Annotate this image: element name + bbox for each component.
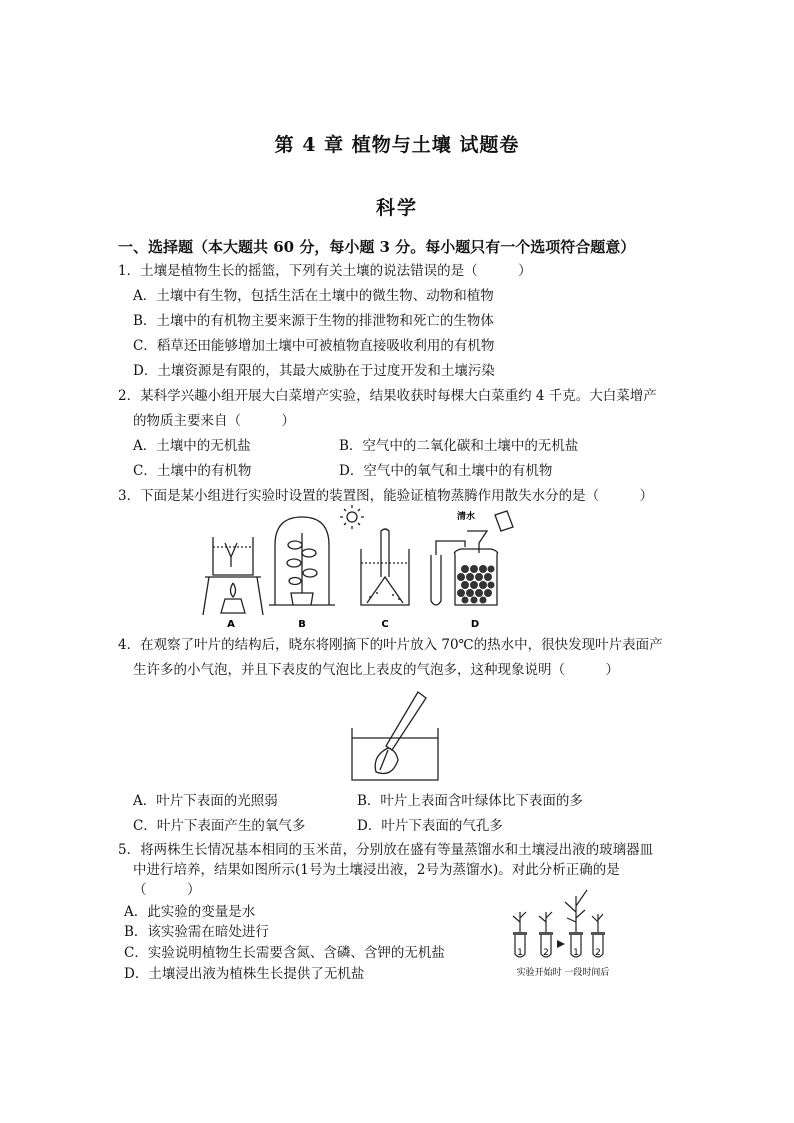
- q4-option-c[interactable]: C．叶片下表面产生的氧气多: [133, 818, 306, 834]
- q4-option-a[interactable]: A．叶片下表面的光照弱: [133, 793, 278, 809]
- seedling-label-2-later: 2: [595, 948, 601, 958]
- seedling-figure-caption: 实验开始时 一段时间后: [516, 968, 610, 978]
- q2-option-d[interactable]: D．空气中的氧气和土壤中的有机物: [339, 463, 553, 479]
- q1-option-d[interactable]: D．土壤资源是有限的，其最大威胁在于过度开发和土壤污染: [133, 363, 495, 379]
- figure-label-a: A: [227, 619, 235, 630]
- apparatus-a-beaker-tripod: [203, 537, 263, 615]
- q4-leaf-beaker-figure: [346, 690, 446, 785]
- q5-stem-line3: （ ）: [133, 882, 201, 898]
- q2-option-b[interactable]: B．空气中的二氧化碳和土壤中的无机盐: [339, 438, 579, 454]
- seedling-label-1-start: 1: [517, 948, 523, 958]
- figure-label-d: D: [470, 619, 480, 630]
- q1-stem: 1．土壤是植物生长的摇篮，下列有关土壤的说法错误的是（ ）: [118, 263, 532, 279]
- q2-stem-line2: 的物质主要来自（ ）: [133, 413, 295, 429]
- q4-option-d[interactable]: D．叶片下表面的气孔多: [357, 818, 503, 834]
- q5-seedling-figure: [505, 882, 620, 978]
- page-title: 第 4 章 植物与土壤 试题卷: [274, 134, 520, 156]
- q5-stem-line2: 中进行培养，结果如图所示(1号为土壤浸出液，2号为蒸馏水)。对此分析正确的是: [133, 862, 620, 878]
- subject-title: 科学: [375, 197, 418, 219]
- seedling-label-2-start: 2: [543, 948, 549, 958]
- q5-option-b[interactable]: B．该实验需在暗处进行: [124, 924, 269, 940]
- figure-label-b: B: [298, 619, 306, 630]
- section-heading: 一、选择题（本大题共 60 分，每小题 3 分。每小题只有一个选项符合题意）: [118, 238, 636, 256]
- q2-stem-line1: 2．某科学兴趣小组开展大白菜增产实验，结果收获时每棵大白菜重约 4 千克。大白菜增产: [118, 388, 657, 404]
- q5-stem-line1: 5．将两株生长情况基本相同的玉米苗，分别放在盛有等量蒸馏水和土壤浸出液的玻璃器皿: [118, 842, 654, 858]
- q3-stem: 3．下面是某小组进行实验时设置的装置图，能验证植物蒸腾作用散失水分的是（ ）: [118, 488, 654, 504]
- figure-label-c: C: [381, 619, 389, 630]
- q1-option-b[interactable]: B．土壤中的有机物主要来源于生物的排泄物和死亡的生物体: [133, 313, 494, 329]
- q4-stem-line2: 生许多的小气泡，并且下表皮的气泡比上表皮的气泡多，这种现象说明（ ）: [133, 662, 619, 678]
- q5-option-a[interactable]: A．此实验的变量是水: [124, 904, 256, 920]
- q1-option-c[interactable]: C．稻草还田能够增加土壤中可被植物直接吸收利用的有机物: [133, 338, 495, 354]
- q5-option-c[interactable]: C．实验说明植物生长需要含氮、含磷、含钾的无机盐: [124, 945, 445, 961]
- figure-label-water: 清水: [457, 512, 476, 522]
- apparatus-c-funnel-beaker: [340, 505, 409, 605]
- q1-option-a[interactable]: A．土壤中有生物，包括生活在土壤中的微生物、动物和植物: [133, 288, 494, 304]
- q4-stem-line1: 4．在观察了叶片的结构后，晓东将刚摘下的叶片放入 70℃的热水中，很快发现叶片表面产: [118, 637, 663, 653]
- q3-apparatus-figure: [195, 505, 525, 630]
- seedling-label-1-later: 1: [573, 948, 579, 958]
- q2-option-c[interactable]: C．土壤中的有机物: [133, 463, 252, 479]
- apparatus-b-bell-jar: [269, 517, 335, 605]
- q4-option-b[interactable]: B．叶片上表面含叶绿体比下表面的多: [357, 793, 583, 809]
- q5-option-d[interactable]: D．土壤浸出液为植株生长提供了无机盐: [124, 966, 365, 982]
- q2-option-a[interactable]: A．土壤中的无机盐: [133, 438, 251, 454]
